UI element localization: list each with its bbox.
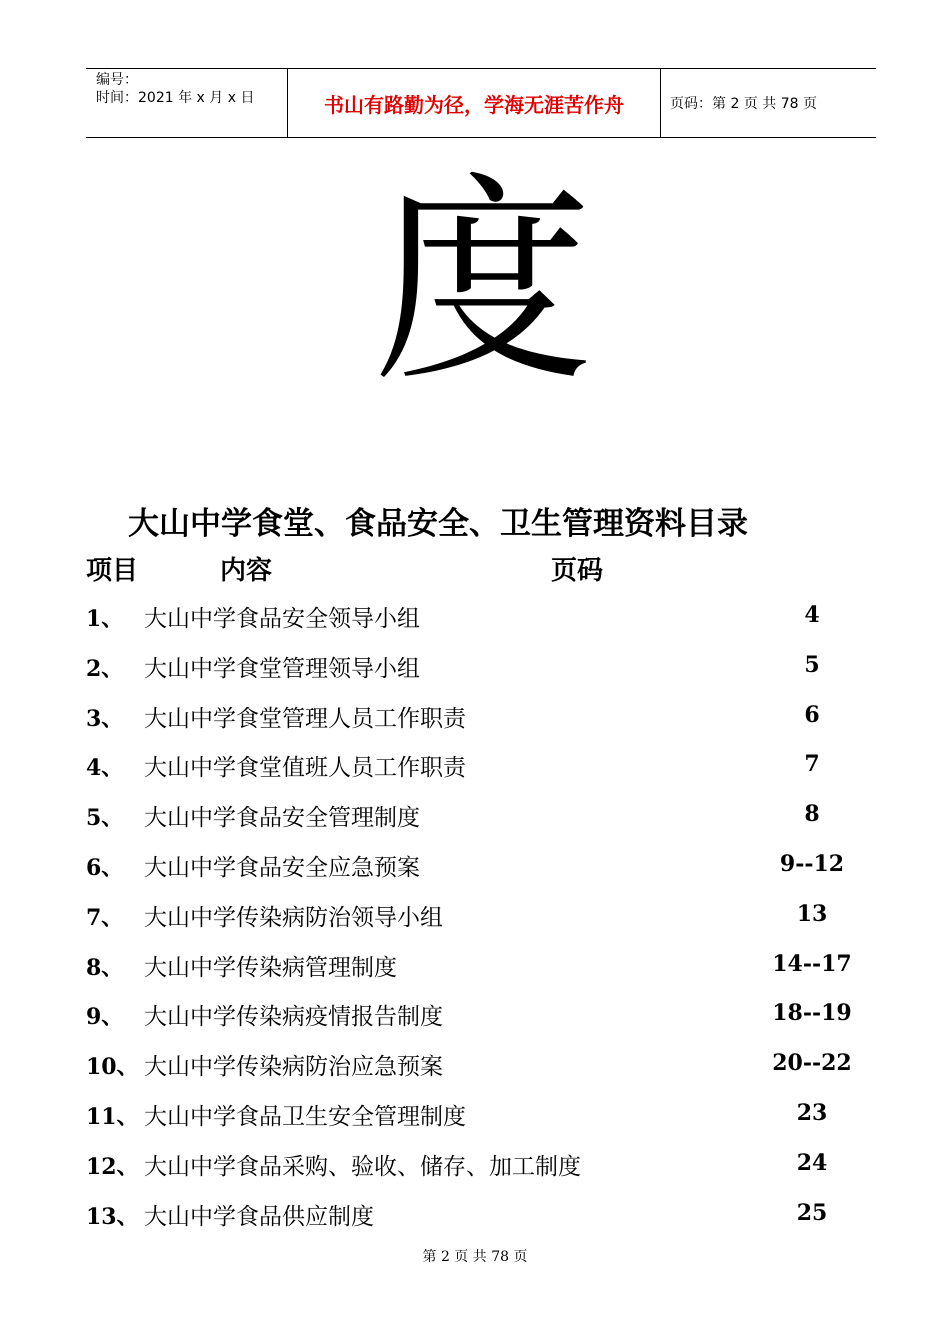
toc-entry-number: 7、 [86, 904, 124, 931]
toc-entry [86, 845, 852, 895]
toc-entry-number: 2、 [86, 655, 124, 682]
toc-entry-title: 大山中学食品安全应急预案 [144, 854, 420, 881]
header-meta [86, 69, 288, 137]
toc-entry-title: 大山中学食堂管理人员工作职责 [144, 705, 466, 732]
toc-entry-page: 13 [796, 900, 828, 927]
toc-entry [86, 596, 852, 646]
toc-entry-number: 10、 [86, 1054, 139, 1081]
toc-entry [86, 1144, 852, 1194]
toc-entry [86, 1094, 852, 1144]
toc-entry [86, 1044, 852, 1094]
toc-entry-page: 23 [796, 1099, 828, 1126]
table-of-contents [86, 596, 852, 1243]
page-footer: 第 2 页 共 78 页 [422, 1249, 528, 1265]
toc-entry-number: 13、 [86, 1203, 139, 1230]
toc-entry [86, 795, 852, 845]
header-page-label: 页码：第 2 页 共 78 页 [670, 96, 817, 112]
toc-entry-page: 6 [804, 701, 820, 728]
toc-entry-page: 9--12 [779, 850, 845, 877]
toc-entry [86, 895, 852, 945]
toc-entry-number: 12、 [86, 1153, 139, 1180]
toc-entry-title: 大山中学传染病管理制度 [144, 954, 397, 981]
toc-entry-title: 大山中学食堂管理领导小组 [144, 655, 420, 682]
toc-entry-title: 大山中学食堂值班人员工作职责 [144, 755, 466, 782]
document-number-label: 编号： [96, 72, 138, 88]
column-header-page: 页码 [551, 556, 604, 586]
toc-entry-page: 24 [796, 1149, 828, 1176]
toc-entry [86, 696, 852, 746]
toc-entry-number: 8、 [86, 954, 124, 981]
toc-entry-number: 5、 [86, 805, 124, 832]
column-header-content: 内容 [220, 556, 273, 586]
header-motto: 书山有路勤为径，学海无涯苦作舟 [288, 69, 661, 137]
toc-entry-number: 9、 [86, 1004, 124, 1031]
document-title: 大山中学食堂、食品安全、卫生管理资料目录 [128, 506, 748, 542]
toc-entry [86, 994, 852, 1044]
toc-entry [86, 945, 852, 995]
toc-entry-page: 20--22 [772, 1050, 852, 1077]
page-header [86, 68, 876, 138]
document-date-label: 时间：2021 年 x 月 x 日 [96, 90, 255, 106]
toc-entry-page: 14--17 [772, 950, 852, 977]
toc-entry-title: 大山中学食品采购、验收、储存、加工制度 [144, 1153, 581, 1180]
toc-entry-title: 大山中学食品安全领导小组 [144, 606, 420, 632]
toc-entry-title: 大山中学食品卫生安全管理制度 [144, 1103, 466, 1130]
toc-entry-number: 1、 [86, 606, 124, 632]
toc-entry-number: 4、 [86, 755, 124, 782]
toc-entry [86, 646, 852, 696]
toc-entry-title: 大山中学传染病疫情报告制度 [144, 1004, 443, 1031]
toc-entry-page: 5 [804, 651, 820, 678]
toc-entry-title: 大山中学传染病防治应急预案 [144, 1054, 443, 1081]
toc-entry-title: 大山中学传染病防治领导小组 [144, 904, 443, 931]
toc-entry-title: 大山中学食品供应制度 [144, 1203, 374, 1230]
toc-entry-page: 25 [796, 1199, 828, 1226]
toc-entry [86, 1194, 852, 1244]
toc-entry [86, 745, 852, 795]
toc-entry-number: 6、 [86, 854, 124, 881]
toc-entry-number: 11、 [86, 1103, 139, 1130]
column-header-item: 项目 [86, 556, 139, 586]
toc-entry-page: 4 [804, 602, 820, 628]
toc-entry-page: 7 [804, 751, 820, 778]
toc-entry-page: 18--19 [772, 1000, 852, 1027]
toc-entry-page: 8 [804, 801, 820, 828]
toc-entry-number: 3、 [86, 705, 124, 732]
large-character: 度 [373, 155, 594, 411]
toc-entry-title: 大山中学食品安全管理制度 [144, 805, 420, 832]
